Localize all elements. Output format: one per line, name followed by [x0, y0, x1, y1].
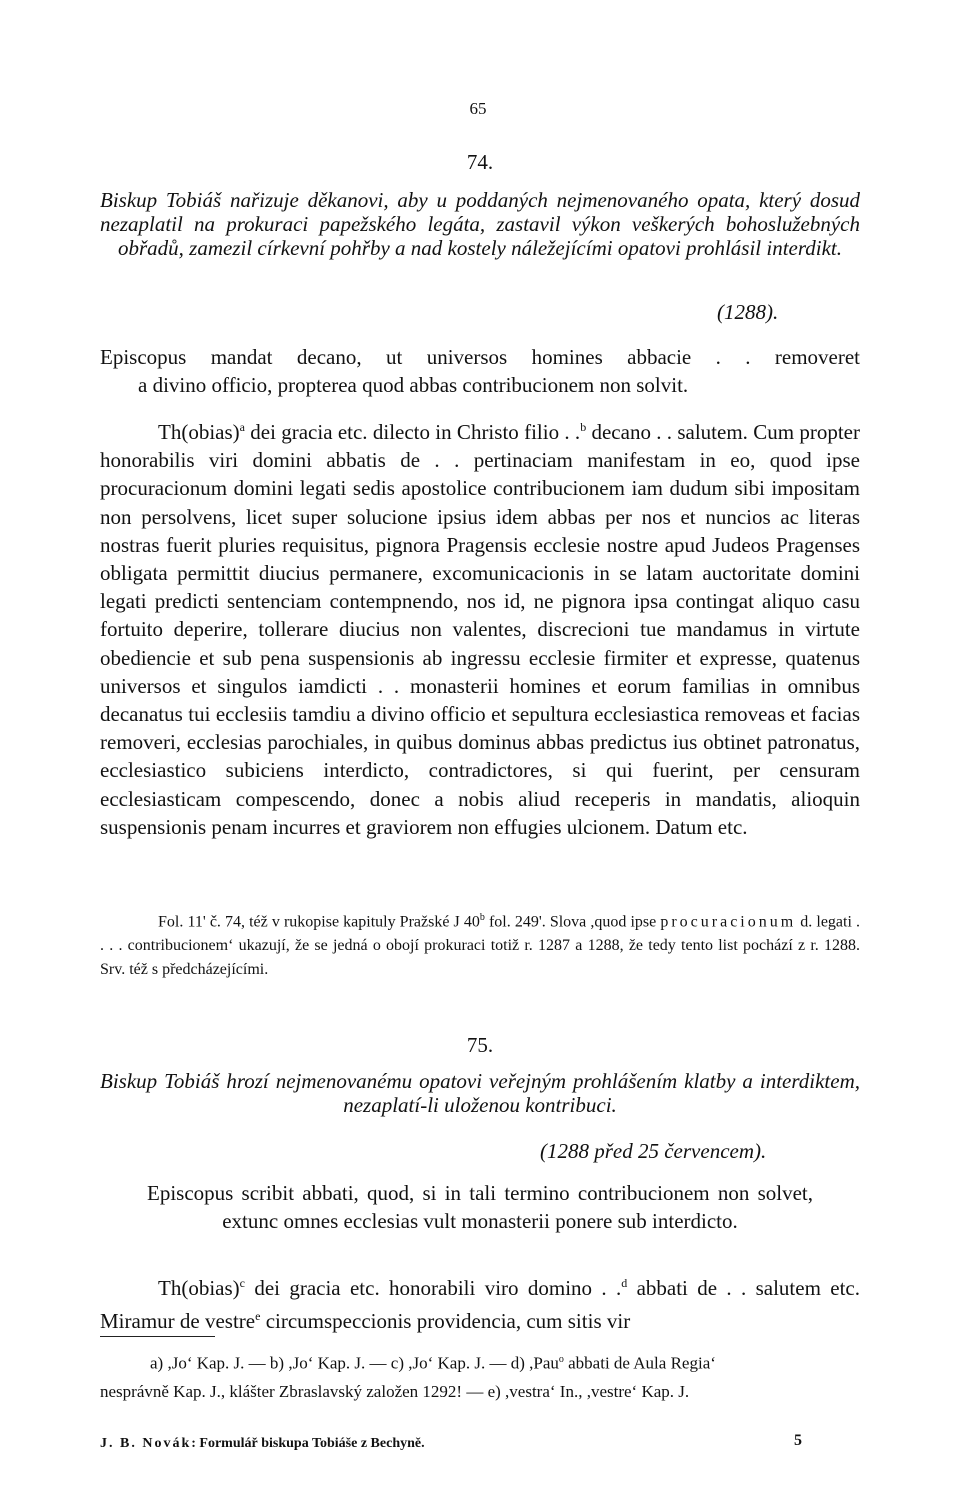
abstract-line: Episcopus mandat decano, ut universos homines abbacie . . removeret — [100, 345, 860, 369]
abstract-line: a divino officio, propterea quod abbas contribucionem non solvit. — [138, 373, 689, 397]
footer-author: J. B. Novák — [100, 1436, 192, 1451]
signature-mark: 5 — [794, 1432, 802, 1449]
text-segment: Th(obias) — [158, 420, 240, 444]
text-segment: circumspeccionis providencia, cum sitis vir — [260, 1309, 631, 1334]
note-spaced-word: procuracionum — [660, 913, 797, 931]
document-title: Biskup Tobiáš nařizuje děkanovi, aby u poddaných nejmenovaného opata, který dosud nezaplatil na prokuraci papežského legáta, zastavil výkon veškerých bohoslužebných obřadů, zamezil církevní pohřby a nad kostely náležejícími opatovi prohlásil interdikt. — [100, 188, 860, 260]
page-footer — [100, 1436, 425, 1452]
document-abstract — [100, 343, 860, 399]
text-segment: abbati de . . salutem etc. Miramur de vestre — [100, 1276, 860, 1334]
document-number: 75. — [466, 1033, 494, 1057]
footer-title: : Formulář biskupa Tobiáše z Bechyně. — [191, 1436, 425, 1451]
note-segment: d. legati . . . . contribucionem‘ ukazují, že se jedná o obojí prokuraci totiž r. 1287 a 1288, že tedy tento list pochází z r. 1288. Srv. též s předcházejícími. — [100, 913, 861, 979]
footnote-text: a) ,Jo‘ Kap. J. — b) ,Jo‘ Kap. J. — c) ,Jo‘ Kap. J. — d) ,Pau — [150, 1353, 559, 1373]
document-number: 74. — [466, 150, 494, 174]
footnote-mark: o — [558, 1354, 564, 1365]
document-title: Biskup Tobiáš hrozí nejmenovanému opatovi veřejným prohlášením klatby a interdiktem, nezaplatí-li uloženou kontribuci. — [100, 1069, 860, 1117]
footnote-line: nesprávně Kap. J., klášter Zbraslavský založen 1292! — e) ,vestra‘ In., ,vestre‘ Kap. J. — [100, 1381, 690, 1401]
page-number: 65 — [469, 99, 487, 118]
footnotes — [100, 1346, 860, 1406]
note-segment: fol. 249'. Slova ,quod ipse — [484, 913, 661, 931]
document-text — [100, 1269, 860, 1335]
text-segment: dei gracia etc. honorabili viro domino . . — [244, 1276, 622, 1300]
footnote-line — [100, 1346, 860, 1378]
footnote-text: abbati de Aula Regia‘ — [563, 1353, 716, 1373]
footnote-mark: a — [239, 420, 245, 434]
document-text — [100, 413, 860, 841]
footnote-rule — [100, 1336, 215, 1337]
footnote-mark: b — [580, 420, 587, 434]
editorial-note — [100, 906, 860, 982]
document-date: (1288). — [717, 300, 779, 324]
footnote-mark: e — [255, 1309, 261, 1324]
text-segment: decano . . salutem. Cum propter honorabilis viri domini abbatis de . . pertinaciam manifestam in eo, quod ipse procuracionum domini legati sedis apostolice contribucionem iam dudum sibi impositam non persolvens, licet super solucione ipsius idem abbas per nos et nuncios ac literas nostras fuerit pluries requisitus, pignora Pragensis ecclesie nostre apud Judeos Pragenses obligata permittit diucius permanere, excomunicacionis in se latam auctoritate domini legati predicti sentenciam contempnendo, nos id, ne pignora ipsa contingat aliquo casu fortuito deperire, tollerare diucius non valentes, discrecioni tue mandamus in virtute obediencie et sub pena suspensionis ab ingressu ecclesie firmiter et expresse, quatenus universos et singulos iamdicti . . monasterii homines et eorum familias in omnibus decanatus tui ecclesiis tamdiu a divino officio et sepultura ecclesiastica removeas et facias removeri, ecclesias parochiales, in quibus dominus abbas predictus ius obtinet patronatus, ecclesiastico subiciens interdicto, contradictores, si qui fuerint, per censuram ecclesiasticam compescendo, donec a nobis aliud receperis in mandatis, alioquin suspensionis penam incurres et graviorem non effugies ulcionem. Datum etc. — [100, 420, 861, 839]
footnote-mark: c — [239, 1276, 245, 1290]
document-date: (1288 před 25 červencem). — [540, 1139, 767, 1163]
note-segment: Fol. 11' č. 74, též v rukopise kapituly Pražské J 40 — [158, 913, 480, 931]
text-segment: dei gracia etc. dilecto in Christo filio . . — [244, 420, 581, 444]
footnote-mark: b — [479, 912, 485, 923]
document-abstract: Episcopus scribit abbati, quod, si in tali termino contribucionem non solvet, extunc omnes ecclesias vult monasterii ponere sub interdicto. — [147, 1181, 813, 1233]
footnote-mark: d — [621, 1276, 628, 1290]
text-segment: Th(obias) — [158, 1276, 240, 1300]
